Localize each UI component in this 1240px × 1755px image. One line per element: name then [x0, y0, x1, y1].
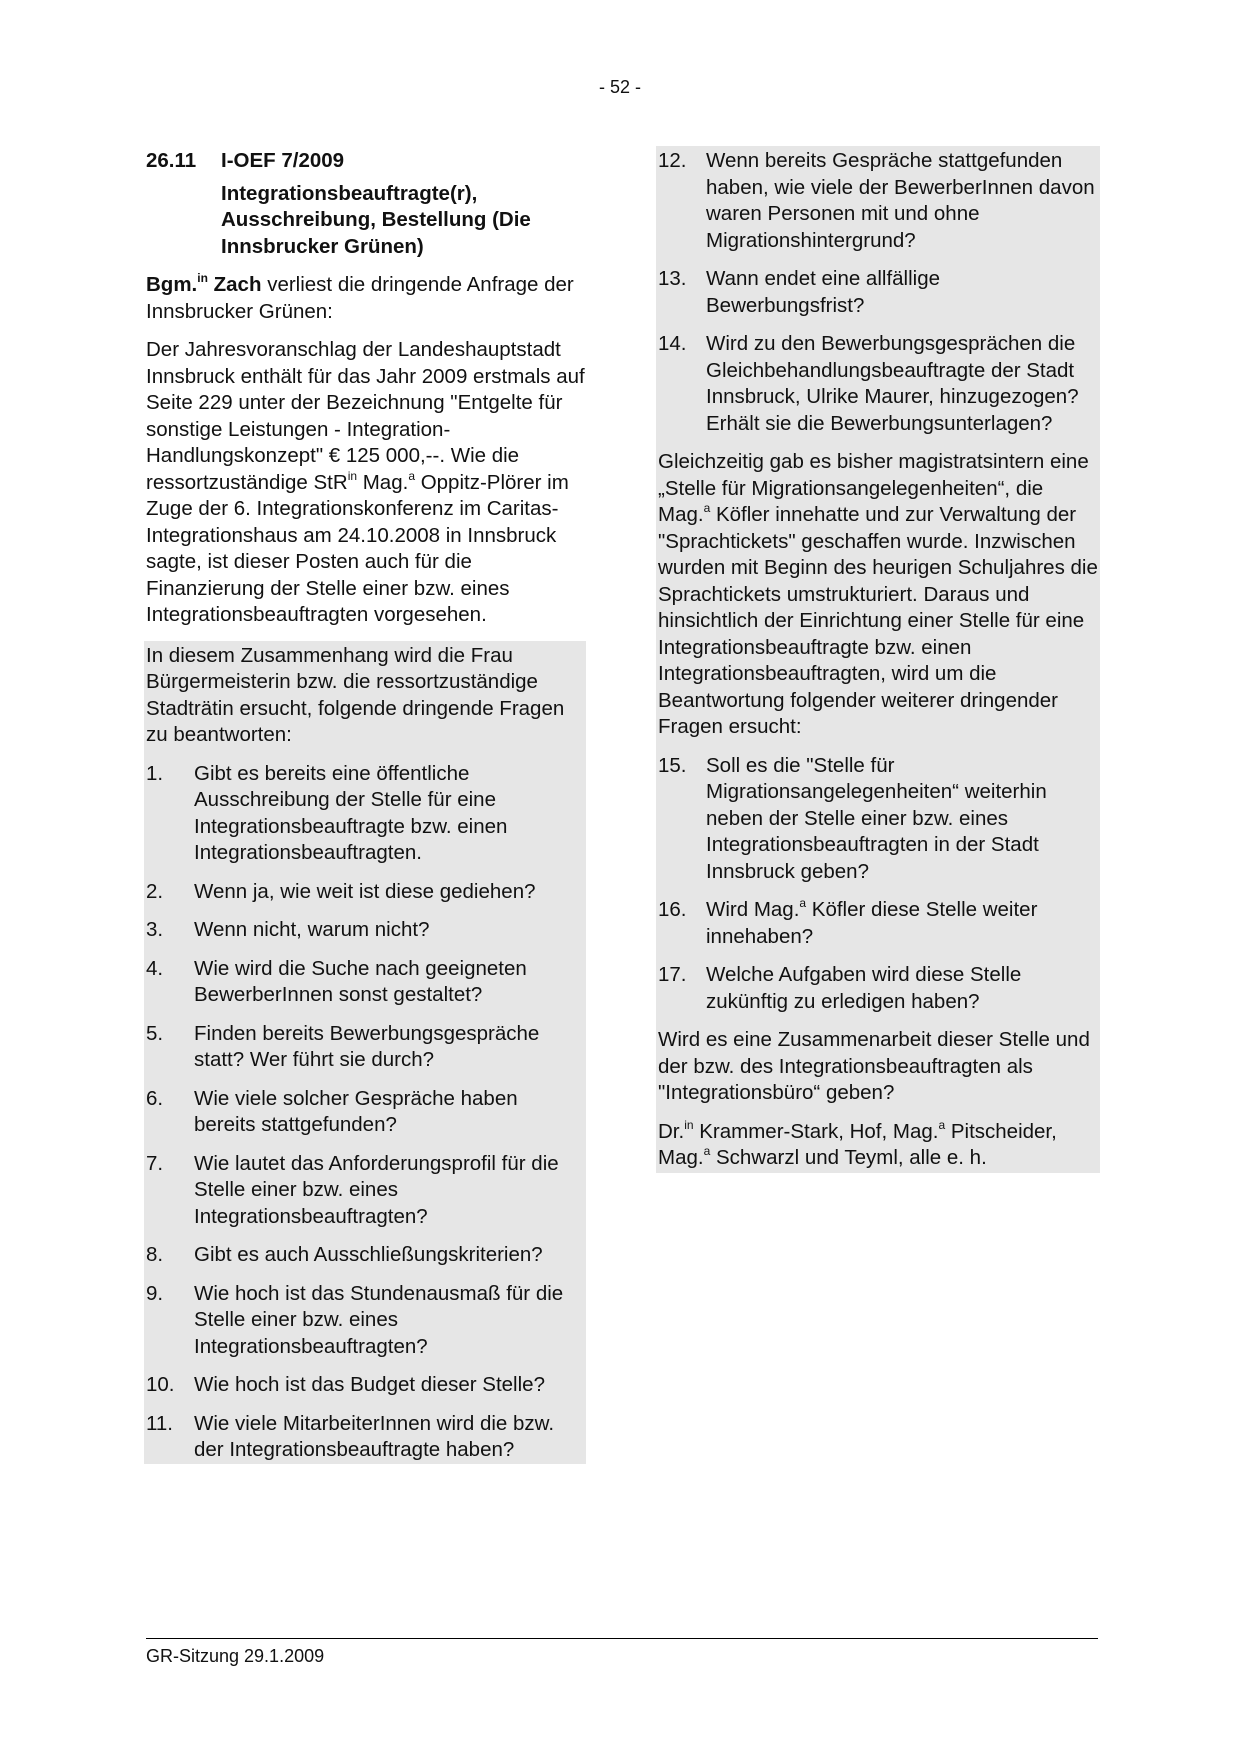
- question-text: Soll es die "Stelle für Migrationsangelegenheiten“ weiterhin neben der Stelle einer bzw. eines Integrationsbeauftragten in der Stadt Innsbruck geben?: [706, 753, 1047, 883]
- question-number: 16.: [658, 898, 687, 921]
- question-item: [146, 1242, 584, 1269]
- question-item: [658, 753, 1098, 886]
- question-item: [146, 1021, 584, 1074]
- question-number: 9.: [146, 1281, 164, 1305]
- question-text: Wenn bereits Gespräche stattgefunden haben, wie viele der BewerberInnen davon waren Personen mit und ohne Migrationshintergrund?: [706, 149, 1095, 252]
- question-item: [658, 148, 1098, 254]
- question-number: 5.: [146, 1021, 164, 1045]
- middle-paragraph: Gleichzeitig gab es bisher magistratsintern eine „Stelle für Migrationsangelegenheiten“, die Mag.$^a$ Köfler innehatte und zur Verwaltung der "Sprachtickets" geschaffen wurde. Inzwischen wurden mit Beginn des heurigen Schuljahres die Sprachtickets umstrukturiert. Daraus und hinsichtlich der Einrichtung einer Stelle für eine Integrationsbeauftragte bzw. einen Integrationsbeauftragten, wird um die Beantwortung folgender weiterer dringender Fragen ersucht:: [658, 450, 1098, 738]
- speaker-intro: [146, 272, 586, 325]
- question-item: [658, 266, 1098, 319]
- body-paragraph: Der Jahresvoranschlag der Landeshauptstadt Innsbruck enthält für das Jahr 2009 erstmals auf Seite 229 unter der Bezeichnung "Entgelte für sonstige Leistungen - Integration-Handlungskonzept" € 125 000,--. Wie die ressortzuständige StR$^{in}$ Mag.$^a$ Oppitz-Plörer im Zuge der 6. Integrationskonferenz im Caritas-Integrationshaus am 24.10.2008 in Innsbruck sagte, ist dieser Posten auch für die Finanzierung der Stelle einer bzw. eines Integrationsbeauftragten vorgesehen.: [146, 338, 585, 626]
- question-number: 4.: [146, 956, 164, 980]
- question-item: [658, 331, 1098, 437]
- question-number: 2.: [146, 879, 164, 903]
- question-number: 14.: [658, 332, 687, 355]
- highlighted-questions-left: [144, 641, 586, 1464]
- question-number: 8.: [146, 1243, 164, 1266]
- question-item: [658, 897, 1098, 950]
- speaker-intro-text: verliest die dringende Anfrage der Innsbrucker Grünen:: [146, 273, 574, 323]
- question-item: [146, 1372, 584, 1399]
- speaker-title: Bgm.$^{in}$ Zach: [146, 271, 262, 296]
- question-item: [146, 1281, 584, 1361]
- signatures: Dr.$^{in}$ Krammer-Stark, Hof, Mag.$^a$ Pitscheider, Mag.$^a$ Schwarzl und Teyml, alle e. h.: [658, 1117, 1057, 1169]
- question-text: Wenn nicht, warum nicht?: [194, 918, 430, 941]
- question-text: Wie lautet das Anforderungsprofil für die Stelle einer bzw. eines Integrationsbeauftragten?: [194, 1151, 559, 1228]
- question-item: [146, 879, 584, 906]
- highlighted-questions-right: [656, 146, 1100, 1173]
- question-text: Finden bereits Bewerbungsgespräche statt? Wer führt sie durch?: [194, 1021, 540, 1071]
- question-text: Wie wird die Suche nach geeigneten BewerberInnen sonst gestaltet?: [194, 956, 527, 1006]
- question-number: 7.: [146, 1151, 164, 1175]
- question-number: 15.: [658, 753, 687, 777]
- question-number: 3.: [146, 918, 164, 941]
- question-list-left: [146, 761, 584, 1464]
- question-text: Wird zu den Bewerbungsgesprächen die Gleichbehandlungsbeauftragte der Stadt Innsbruck, Ulrike Maurer, hinzugezogen? Erhält sie die Bewerbungsunterlagen?: [706, 332, 1079, 435]
- question-item: [146, 1086, 584, 1139]
- page-number: - 52 -: [598, 77, 641, 97]
- question-item: [146, 956, 584, 1009]
- question-text: Gibt es bereits eine öffentliche Ausschreibung der Stelle für eine Integrationsbeauftragte bzw. einen Integrationsbeauftragten.: [194, 761, 508, 864]
- question-number: 12.: [658, 149, 687, 172]
- agenda-subject: Integrationsbeauftragte(r), Ausschreibung, Bestellung (Die Innsbrucker Grünen): [221, 181, 531, 258]
- question-text: Wie hoch ist das Budget dieser Stelle?: [194, 1373, 545, 1396]
- question-text: Wie viele MitarbeiterInnen wird die bzw. der Integrationsbeauftragte haben?: [194, 1411, 555, 1461]
- question-item: [146, 1151, 584, 1231]
- question-number: 17.: [658, 963, 687, 986]
- question-item: [146, 917, 584, 944]
- closing-paragraph: Wird es eine Zusammenarbeit dieser Stelle und der bzw. des Integrationsbeauftragten als "Integrationsbüro“ geben?: [658, 1028, 1090, 1104]
- request-paragraph: In diesem Zusammenhang wird die Frau Bürgermeisterin bzw. die ressortzuständige Stadträtin ersucht, folgende dringende Fragen zu beantworten:: [146, 643, 565, 746]
- question-number: 11.: [146, 1411, 173, 1435]
- question-text: Gibt es auch Ausschließungskriterien?: [194, 1243, 543, 1266]
- question-text: Wie viele solcher Gespräche haben bereits stattgefunden?: [194, 1086, 518, 1136]
- left-column: [146, 148, 586, 1476]
- right-column: [658, 146, 1100, 1173]
- agenda-number: 26.11: [146, 149, 197, 172]
- question-item: [146, 1411, 584, 1464]
- question-text: Wie hoch ist das Stundenausmaß für die Stelle einer bzw. eines Integrationsbeauftragten?: [194, 1281, 564, 1358]
- question-number: 13.: [658, 267, 687, 290]
- question-text: Wann endet eine allfällige Bewerbungsfrist?: [706, 267, 941, 317]
- question-item: [146, 761, 584, 867]
- question-number: 1.: [146, 761, 164, 785]
- question-item: [658, 962, 1098, 1015]
- question-number: 6.: [146, 1086, 164, 1110]
- footer-session: GR-Sitzung 29.1.2009: [146, 1646, 325, 1666]
- question-text: Welche Aufgaben wird diese Stelle zukünftig zu erledigen haben?: [706, 963, 1022, 1013]
- question-text: Wenn ja, wie weit ist diese gediehen?: [194, 879, 536, 903]
- question-text: Wird Mag.$^a$ Köfler diese Stelle weiter innehaben?: [706, 896, 1038, 948]
- agenda-heading: [146, 148, 586, 175]
- question-number: 10.: [146, 1373, 175, 1396]
- agenda-code: I-OEF 7/2009: [221, 149, 345, 172]
- question-list-right: [658, 148, 1098, 437]
- footer-rule: [146, 1638, 1098, 1639]
